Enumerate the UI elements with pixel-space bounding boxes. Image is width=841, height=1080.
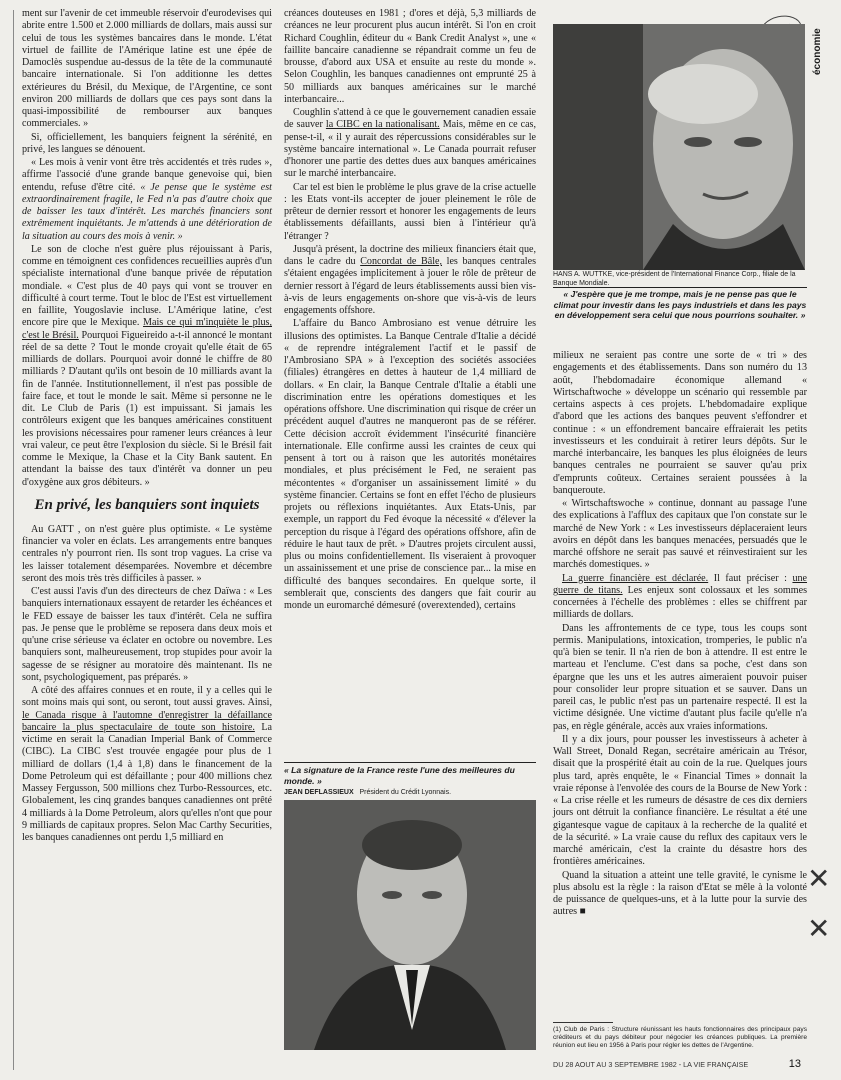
portrait-illustration bbox=[553, 24, 805, 270]
paragraph: Il y a dix jours, pour pousser les investisseurs à acheter à Wall Street, Donald Regan, secrétaire américain au Trésor, disait que la prospérité était au coin de la rue. Quelques jours plus tard, après enquête, le « Financial Times » donnait la vraie réponse à l'envolée des cours de la Bourse de New York : « La crise réelle et les rumeurs de désastre de ces dix derniers jours ont détruit la confiance financière. Le résultat a été une gigantesque vague de capitaux à la recherche de la qualité et de la sécurité. » La vraie cause du reflux des capitaux vers le marché américain, c'est la crainte du désastre hors des frontières américaines. bbox=[553, 733, 807, 868]
footnote-text: (1) Club de Paris : Structure réunissant les hauts fonctionnaires des principaux pays créditeurs et du pays débiteur pour négocier les créances publiques. La première réunion eut lieu en 1956 à Paris pour régler les dettes de l'Argentine. bbox=[553, 1026, 807, 1049]
pull-quote: « J'espère que je me trompe, mais je ne pense pas que le climat pour investir dans les pays industriels et dans les pays en développement sera celui que nous pourrions souhaiter. » bbox=[553, 289, 807, 321]
portrait-photo-deflassieux bbox=[284, 800, 536, 1050]
page-footer bbox=[553, 1060, 807, 1072]
article-column-2 bbox=[284, 8, 536, 613]
italic-quote: « Je pense que le système est extraordinairement fragile, le Fed n'a pas d'autre choix que de baisser les taux d'intérêt. Les marchés financiers sont extrêmement inquiétants. Je m'attends à une détérioration de la situation au cours des mois à venir. » bbox=[22, 181, 272, 242]
paragraph bbox=[22, 685, 272, 844]
photo-caption bbox=[284, 789, 536, 798]
pull-quote: « La signature de la France reste l'une des meilleures du monde. » bbox=[284, 765, 515, 786]
paragraph bbox=[22, 157, 272, 243]
section-heading: En privé, les banquiers sont inquiets bbox=[34, 496, 260, 513]
paragraph: créances douteuses en 1981 ; d'ores et déjà, 5,3 milliards de créances ne leur procurent plus aucun intérêt. Si l'on en croit Richard Coughlin, éditeur du « Bank Credit Analyst », une « faillite bancaire canadienne se répandrait comme un feu de brousse, d'abord aux USA et ensuite au reste du monde ». Selon Coughlin, les banques canadiennes ont emprunté 25 à 50 milliards aux banques américaines sur le marché interbancaire... bbox=[284, 8, 536, 105]
article-column-3 bbox=[553, 350, 807, 920]
paragraph bbox=[284, 244, 536, 318]
paragraph: « Wirtschaftswoche » continue, donnant au passage l'une des explications à l'afflux des capitaux que l'on constate sur le marché de New York : « Les investisseurs déplaceraient leurs avoirs en dépôt dans les banques menacées, persuadés que le marché offshore ne serait pas sauvé et réinvestiraient sur les marchés domestiques. » bbox=[553, 498, 807, 571]
handwritten-x-mark: ✕ bbox=[807, 862, 831, 895]
handwritten-x-mark: ✕ bbox=[807, 912, 831, 945]
portrait-illustration bbox=[284, 800, 536, 1050]
issue-line: DU 28 AOUT AU 3 SEPTEMBRE 1982 - LA VIE FRANÇAISE bbox=[553, 1060, 749, 1069]
paragraph-text: « Les mois à venir vont être très accidentés et très rudes », affirme l'associé d'une grande banque genevoise qui, bien entendu, refuse d'être cité. bbox=[22, 157, 272, 193]
paragraph: Car tel est bien le problème le plus grave de la crise actuelle : les Etats vont-ils accepter de jouer pleinement le rôle de prêteur de dernier ressort et honorer les engagements de leurs établissements défaillants, aussi bien à l'intérieur qu'à l'étranger ? bbox=[284, 181, 536, 242]
paragraph: Si, officiellement, les banquiers feignent la sérénité, en privé, les langues se dénouent. bbox=[22, 131, 272, 155]
underlined-text: une guerre de titans. bbox=[553, 572, 808, 596]
underlined-text: Mais ce qui m'inquiète le plus, c'est le Brésil. bbox=[22, 317, 272, 341]
paragraph-text: Coughlin s'attend à ce que le gouvernement canadien essaie de sauver bbox=[284, 107, 536, 131]
paragraph: L'affaire du Banco Ambrosiano est venue détruire les illusions des optimistes. La Banque Centrale d'Italie a décidé « de reprendre intégralement l'actif et le passif de l'Ambrosiano SPA » à l'exception des sociétés associées (filiales) étrangères en dettes à hauteur de 1,4 milliard de dollars. « En clair, la Banque Centrale d'Italie a établi une discrimination entre les opérations domestiques et les opérations offshore. Une discrimination qui risque de créer un précédent auquel d'autres ne manqueront pas de se référer. Cette décision accroît évidemment l'insécurité financière internationale. Elle confirme aussi les craintes de ceux qui pensent à tort ou à raison que les autorités monétaires mondiales, et plus précisément le Fed, ne seraient pas mécontentes « d'organiser un assainissement limité » du système financier. Certains se font en effet l'écho de plusieurs projets ou réflexions inquiétantes. Aux Etats-Unis, par exemple, un rapport du Fed évoque la nécessité « d'élever la perception du risque à l'égard des opérations offshore, afin de réduire le haut taux de prêt. » D'autres projets circulent aussi, plus ou moins confidentiellement. Ils viseraient à provoquer un assainissement et une prise de conscience par... la mise en difficulté des banques secondaires. En quelque sorte, il semblerait que, conscients des dangers que fait courir au monde un euromarché démesuré (overextended), certains bbox=[284, 318, 536, 611]
paragraph: milieux ne seraient pas contre une sorte de « tri » des engagements et des établissements. Dans son numéro du 13 août, l'hebdomadaire économique allemand « Wirtschaftwoche » développe un scénario qui ressemble par certains aspects à ces projets. L'hebdomadaire explique d'abord que les actions des banques peuvent s'effondrer et continue : « un effondrement bancaire effraierait les petits investisseurs et les conduirait à retirer leurs dépôts. Sur le marché interbancaire, les banques les plus éloignées de leurs banques centrales ne pourraient se sauver qu'au prix d'emprunts coûteux. Certaines seraient poussées à la banqueroute. bbox=[553, 350, 807, 496]
caption-title: Président du Crédit Lyonnais. bbox=[359, 789, 452, 796]
divider bbox=[553, 287, 807, 288]
section-label: économie bbox=[812, 28, 823, 76]
paragraph: Quand la situation a atteint une telle gravité, le cynisme le plus absolu est la règle : la raison d'Etat se mêle à la volonté de puissance de quelques-uns, et à la lutte pour la survie des autres ■ bbox=[553, 869, 807, 918]
footnote-rule bbox=[553, 1022, 613, 1023]
paragraph-text: les banques centrales s'étaient engagées implicitement à jouer le rôle de prêteur de dernier ressort à l'égard de leurs établissements aussi bien vis-à-vis de leurs engagements on-shore que vis-à-vis de leurs engagements offshore. bbox=[284, 256, 537, 316]
paragraph: Dans les affrontements de ce type, tous les coups sont permis. Manipulations, intoxication, tromperies, le public n'a qu'à bien se tenir. Il n'a rien de bon à attendre. Il est entre le marteau et l'enclume. C'est dans sa poche, c'est dans son épargne que les uns et les autres aimeraient pouvoir puiser pour consolider leur propre situation et se sauver. Dans un pareil cas, le public n'est pas un partenaire respecté. Il est la victime désignée. Une victime d'autant plus facile qu'elle n'a pas, en règle générale, accès aux vraies informations. bbox=[553, 622, 807, 732]
paragraph-text: Les enjeux sont colossaux et les sommes concernées à l'échelle des problèmes : elles se chiffrent par milliards de dollars. bbox=[553, 584, 807, 621]
underlined-text: Concordat de Bâle, bbox=[360, 256, 443, 267]
paragraph bbox=[22, 244, 272, 489]
paragraph bbox=[553, 573, 807, 622]
underlined-text: le Canada risque à l'automne d'enregistrer la défaillance bancaire la plus spectaculaire de toute son histoire. bbox=[22, 709, 272, 733]
underlined-text: la CIBC en la nationalisant. bbox=[325, 119, 440, 131]
paragraph-text: Il faut préciser : bbox=[713, 572, 787, 584]
footnote bbox=[553, 1022, 807, 1050]
paragraph-text: A côté des affaires connues et en route, il y a celles qui le sont moins mais qui sont, ou seront, tout aussi graves. Ainsi, bbox=[22, 685, 272, 709]
paragraph-text: Le son de cloche n'est guère plus réjouissant à Paris, comme en témoignent ces confidences recueillies auprès d'un spécialiste international d'une banque privée de réputation mondiale. « C'est plus de 40 pays qui vont se trouver en difficulté à court terme. Tout le bloc de l'Est est virtuellement en faillite, Yougoslavie incluse. L'Amérique latine, c'est encore pire que le Mexique. bbox=[22, 243, 272, 329]
paragraph-text: Mais, même en ce cas, pense-t-il, « il y aurait des répercussions considérables sur le système bancaire international ». Le Canada pourrait refuser d'honorer une partie des dettes dues aux banques américaines sur le marché interbancaire. bbox=[284, 119, 536, 180]
paragraph: Au GATT , on n'est guère plus optimiste. « Le système financier va voler en éclats. Les arrangements entre banques centrales n'y pourront rien. Ils sont trop vagues. La crise va les laisser totalement désemparées. Novembre et décembre seront des mois très très difficiles à passer. » bbox=[22, 523, 272, 584]
paragraph-text: Pourquoi Figueireido a-t-il annoncé le montant réel de sa dette ? Tout le monde croyait qu'elle était de 65 milliards de dollars. Pourquoi avoir donné le chiffre de 80 milliards ? D'autant qu'ils ont besoin de 10 milliards avant la fin de l'année. Institutionnellement, il n'est pas possible de faire face, et tout le monde le sait. Même si personne ne le dit. Le Club de Paris (1) est impuissant. Si jamais les contrôleurs exigent que les banques américaines constituent les provisions nécessaires pour ramener leurs créances à leur vrai valeur, ce peut être l'explosion du siècle. Si le Brésil fait comme le Mexique, la Chase et la City Bank sautent. En attendant la baisse des taux d'intérêt va donner un peu d'oxygène aux gros débiteurs. » bbox=[22, 329, 272, 488]
caption-name: JEAN DEFLASSIEUX bbox=[284, 789, 354, 796]
page-number: 13 bbox=[788, 1058, 801, 1070]
margin-line bbox=[13, 10, 14, 1070]
paragraph-text: La victime en serait la Canadian Imperial Bank of Commerce (CIBC). La CIBC s'est trouvée engagée pour plus de 1 milliard de dollars (1,4 à 1,8) dans le financement de la Dome Petroleum qui est défaillante ; pour 400 millions chez Massey Fergusson, 500 millions chez Turbo-Ressources, etc. Globalement, les cinq grandes banques canadiennes ont prêté 4 milliards à la Dome Petroleum, alors qu'elles n'ont que pour 9 milliards de capitaux propres. Selon Mac Carthy Securities, les banques canadiennes ont perdu 1,5 milliard en bbox=[22, 721, 272, 843]
underlined-text: La guerre financière est déclarée. bbox=[562, 572, 709, 584]
paragraph bbox=[284, 107, 536, 181]
paragraph: C'est aussi l'avis d'un des directeurs de chez Daïwa : « Les banquiers internationaux essayent de retarder les échéances et le FED essaye de baisser les taux d'intérêt. Cela ne suffira pas. Je pense que le problème se reposera dans deux mois et qu'une crise sérieuse va éclater en octobre ou novembre. Les banquiers sont, malheureusement, trop stupides pour avoir la sagesse de se résigner au moratoire dès maintenant. Ils ne sont, psychologiquement, pas préparés. » bbox=[22, 586, 272, 683]
photo-caption: HANS A. WUTTKE, vice-président de l'International Finance Corp., filiale de la Banque Mondiale. bbox=[553, 271, 796, 287]
article-column-1 bbox=[22, 8, 272, 845]
paragraph: ment sur l'avenir de cet immeuble réservoir d'eurodevises qui abrite entre 1.500 et 2.000 milliards de dollars, mais aussi sur celui de tous les systèmes bancaires dans le monde. L'état virtuel de faillite de l'Amérique latine est une épée de Damoclès suspendue au-dessus de la tête de la communauté bancaire internationale. Si l'on additionne les dettes extérieures du Brésil, du Mexique, de l'Argentine, ce sont environ 200 milliards de dollars que ces pays sont dans la quasi-impossibilité de rembourser aux banques commerciales. » bbox=[22, 8, 272, 130]
divider bbox=[284, 762, 536, 763]
paragraph-text: Jusqu'à présent, la doctrine des milieux financiers était que, dans le cadre du bbox=[284, 243, 536, 267]
portrait-photo-wuttke bbox=[553, 24, 805, 270]
